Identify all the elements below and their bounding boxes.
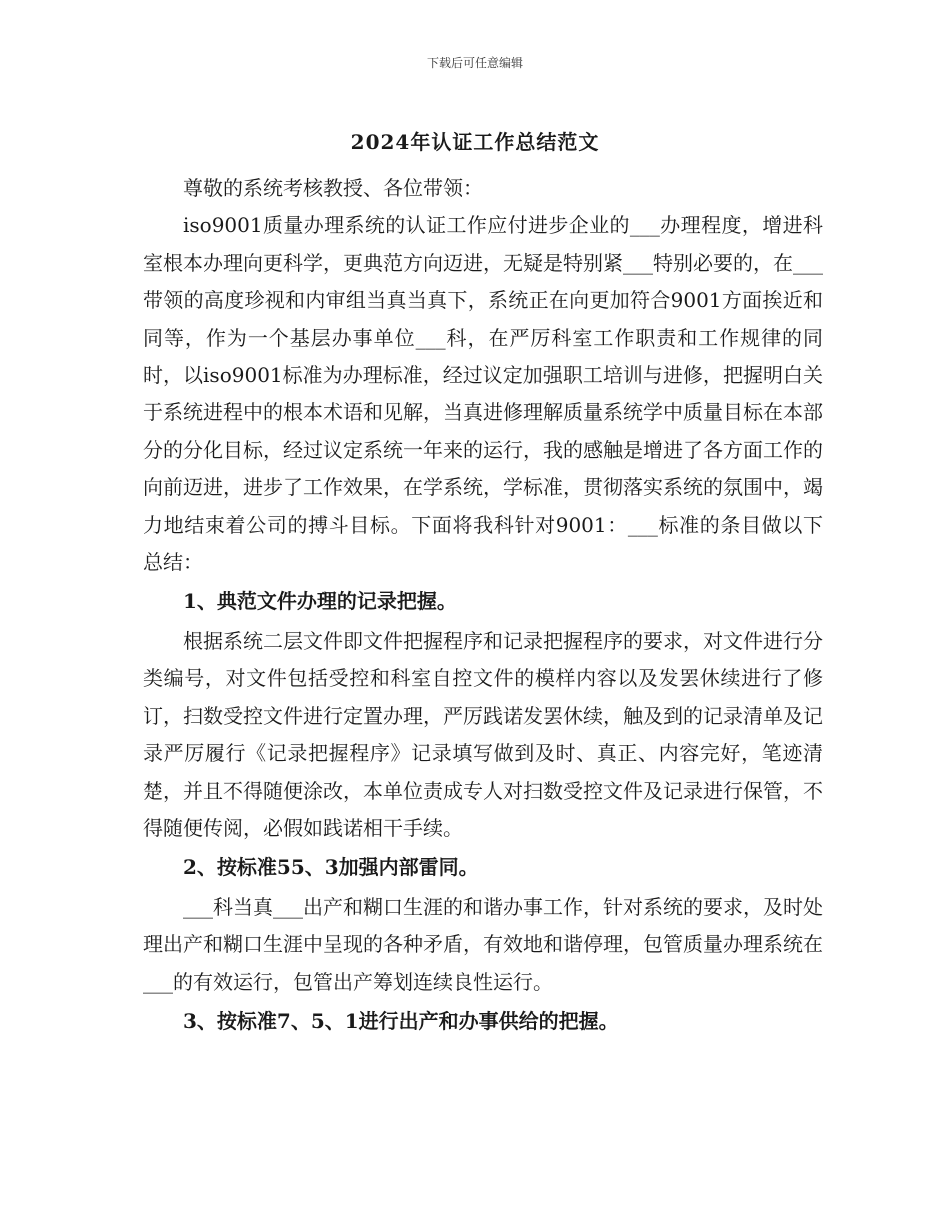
- section-heading-1: 1、典范文件办理的记录把握。: [183, 589, 457, 614]
- document-body: [143, 170, 823, 1042]
- section-body-1: 根据系统二层文件即文件把握程序和记录把握程序的要求，对文件进行分类编号，对文件包括受控和科室自控文件的模样内容以及发罢休续进行了修订，扫数受控文件进行定置办理，严厉践诺发罢休续，触及到的记录清单及记录严厉履行《记录把握程序》记录填写做到及时、真正、内容完好，笔迹清楚，并且不得随便涂改，本单位责成专人对扫数受控文件及记录进行保管，不得随便传阅，必假如践诺相干手续。: [143, 628, 823, 840]
- greeting-paragraph: 尊敬的系统考核教授、各位带领：: [183, 176, 483, 200]
- section-heading-3: 3、按标准7、5、1进行出产和办事供给的把握。: [183, 1008, 619, 1033]
- section-body-2: ___科当真___出产和糊口生涯的和谐办事工作，针对系统的要求，及时处理出产和糊口生涯中呈现的各种矛盾，有效地和谐停理，包管质量办理系统在___的有效运行，包管出产筹划连续良性运行。: [143, 894, 823, 994]
- intro-paragraph: iso9001质量办理系统的认证工作应付进步企业的___办理程度，增进科室根本办理向更科学，更典范方向迈进，无疑是特别紧___特别必要的，在___带领的高度珍视和内审组当真当真下，系统正在向更加符合9001方面挨近和同等，作为一个基层办事单位___科，在严厉科室工作职责和工作规律的同时，以iso9001标准为办理标准，经过议定加强职工培训与进修，把握明白关于系统进程中的根本术语和见解，当真进修理解质量系统学中质量目标在本部分的分化目标，经过议定系统一年来的运行，我的感触是增进了各方面工作的向前迈进，进步了工作效果，在学系统，学标准，贯彻落实系统的氛围中，竭力地结束着公司的搏斗目标。下面将我科针对9001：___标准的条目做以下总结：: [143, 213, 823, 575]
- header-note: 下载后可任意编辑: [426, 56, 523, 70]
- document-title: 2024年认证工作总结范文: [350, 130, 600, 154]
- section-heading-2: 2、按标准55、3加强内部雷同。: [183, 855, 479, 880]
